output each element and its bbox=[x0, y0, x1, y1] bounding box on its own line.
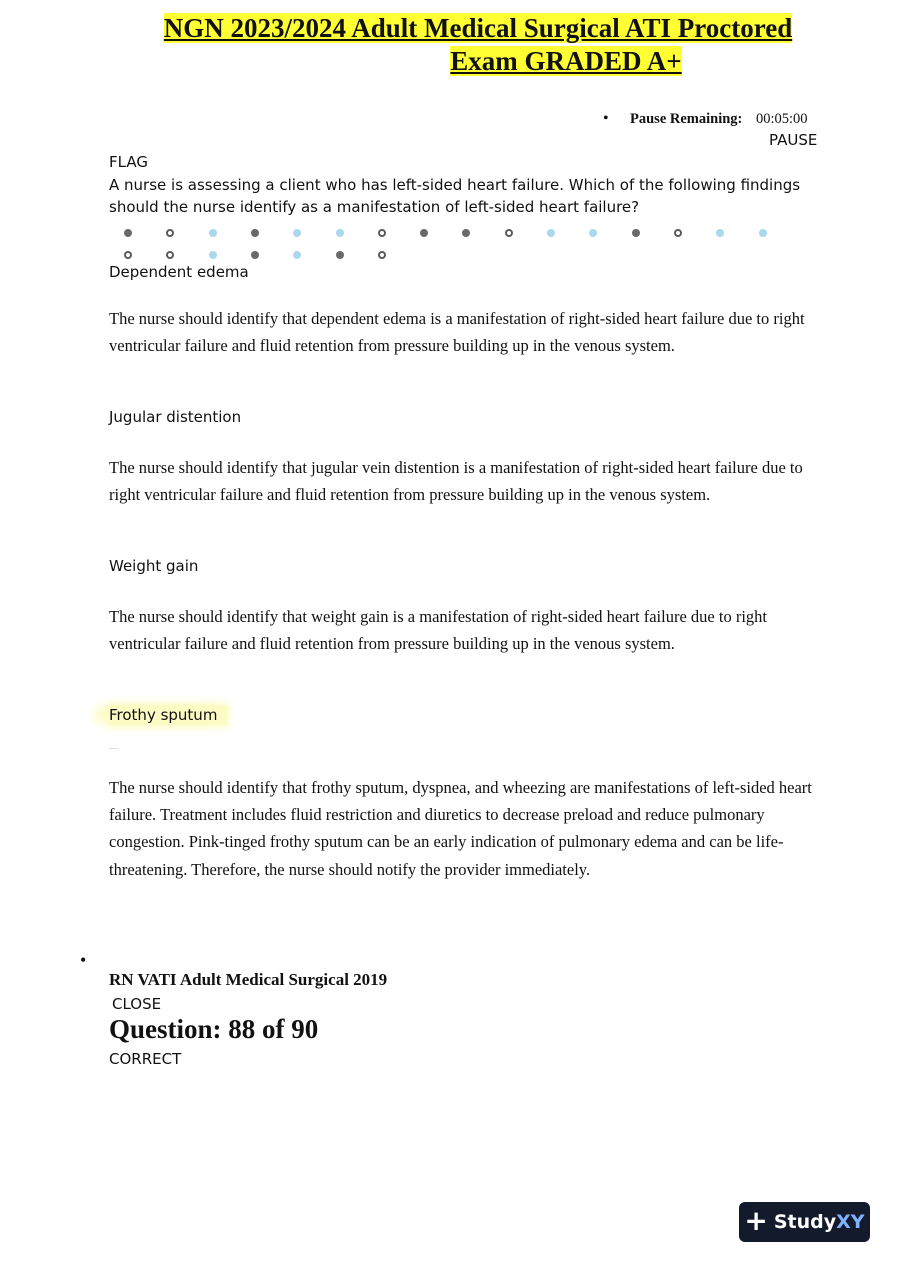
rationale-text: The nurse should identify that frothy sputum, dyspnea, and wheezing are manifestations of left-sided heart failure. Treatment includes fluid restriction and diuretics to decrease preload and reduce pulmonary congestion. Pink-tinged frothy sputum can be an early indication of pulmonary edema and can be life-threatening. Therefore, the nurse should notify the provider immediately. bbox=[109, 778, 812, 879]
question-nav-dot[interactable] bbox=[378, 229, 386, 237]
question-nav-dot[interactable] bbox=[166, 229, 174, 237]
option-frothy-sputum[interactable]: Frothy sputum bbox=[109, 705, 227, 725]
question-nav-dot[interactable] bbox=[124, 251, 132, 259]
close-button[interactable]: CLOSE bbox=[112, 995, 162, 1013]
separator-mark: — bbox=[109, 743, 118, 753]
question-nav-dot[interactable] bbox=[589, 229, 597, 237]
flag-button[interactable]: FLAG bbox=[109, 153, 148, 171]
question-nav-dot[interactable] bbox=[209, 229, 217, 237]
result-status: CORRECT bbox=[109, 1050, 182, 1068]
question-nav-dot[interactable] bbox=[209, 251, 217, 259]
question-nav-dot[interactable] bbox=[378, 251, 386, 259]
option-dependent-edema[interactable]: Dependent edema bbox=[109, 263, 249, 281]
brand-name: StudyXY bbox=[773, 1211, 865, 1233]
question-nav-dot[interactable] bbox=[293, 251, 301, 259]
question-counter: Question: 88 of 90 bbox=[109, 1014, 319, 1044]
question-nav-dot[interactable] bbox=[251, 229, 259, 237]
pause-remaining-label: Pause Remaining: bbox=[630, 111, 743, 127]
bullet-icon: • bbox=[80, 950, 87, 970]
question-nav-dot[interactable] bbox=[547, 229, 555, 237]
rationale-text: The nurse should identify that weight gain is a manifestation of right-sided heart failure due to right ventricular failure and fluid retention from pressure building up in the venous system. bbox=[109, 607, 767, 654]
pause-remaining-value: 00:05:00 bbox=[756, 111, 808, 127]
question-nav-dot[interactable] bbox=[166, 251, 174, 259]
course-title: RN VATI Adult Medical Surgical 2019 bbox=[109, 970, 388, 989]
question-nav-dot[interactable] bbox=[336, 251, 344, 259]
question-nav-dot[interactable] bbox=[632, 229, 640, 237]
question-nav-dot[interactable] bbox=[716, 229, 724, 237]
rationale-text: The nurse should identify that jugular vein distention is a manifestation of right-sided heart failure due to right ventricular failure and fluid retention from pressure building up in the venous system. bbox=[109, 458, 803, 505]
question-nav-dot[interactable] bbox=[462, 229, 470, 237]
pause-button[interactable]: PAUSE bbox=[769, 131, 818, 149]
question-nav-dot[interactable] bbox=[336, 229, 344, 237]
document-title-line-1: NGN 2023/2024 Adult Medical Surgical ATI Proctored bbox=[163, 13, 793, 43]
question-nav-dot[interactable] bbox=[251, 251, 259, 259]
rationale-text: The nurse should identify that dependent edema is a manifestation of right-sided heart failure due to right ventricular failure and fluid retention from pressure building up in the venous system. bbox=[109, 309, 805, 356]
question-nav-dot[interactable] bbox=[505, 229, 513, 237]
question-nav-dot[interactable] bbox=[124, 229, 132, 237]
question-nav-dot[interactable] bbox=[759, 229, 767, 237]
option-weight-gain[interactable]: Weight gain bbox=[109, 557, 199, 575]
document-title-line-2: Exam GRADED A+ bbox=[450, 46, 682, 76]
question-nav-dot[interactable] bbox=[420, 229, 428, 237]
bullet-icon: • bbox=[603, 110, 609, 127]
question-text: A nurse is assessing a client who has left-sided heart failure. Which of the following findings should the nurse identify as a manifestation of left-sided heart failure? bbox=[109, 176, 801, 216]
studyxy-logo bbox=[739, 1202, 870, 1242]
plus-icon: + bbox=[744, 1203, 768, 1237]
question-nav-dot[interactable] bbox=[674, 229, 682, 237]
question-nav-dot[interactable] bbox=[293, 229, 301, 237]
option-jugular-distention[interactable]: Jugular distention bbox=[109, 408, 242, 426]
